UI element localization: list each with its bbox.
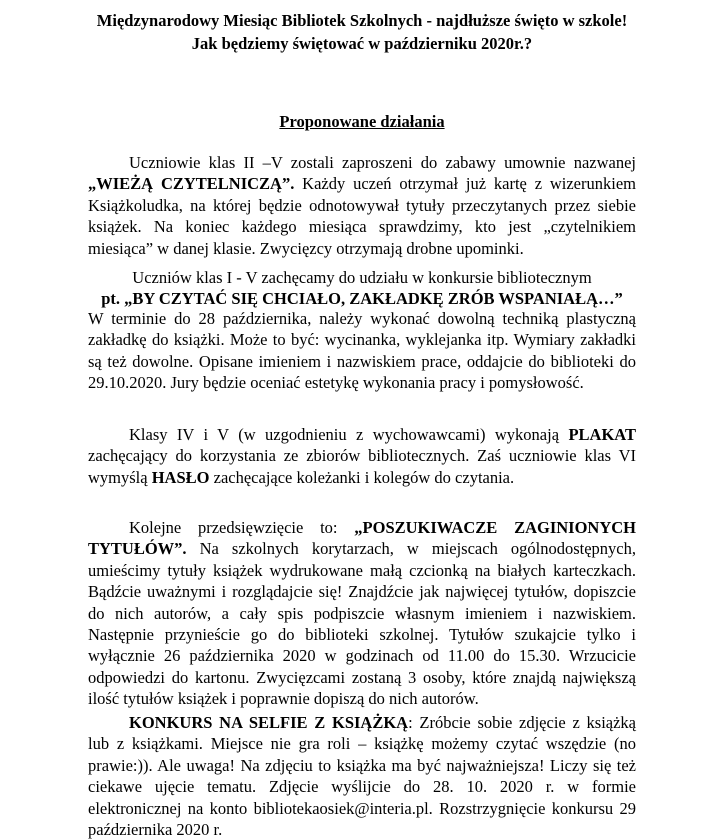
p4-bold-name: „POSZUKIWACZE ZAGINIONYCH TYTUŁÓW”. — [88, 518, 636, 559]
p3-bold-slogan: HASŁO — [151, 467, 210, 487]
document-title-line1: Międzynarodowy Miesiąc Bibliotek Szkolnych - najdłuższe święto w szkole! — [96, 11, 628, 30]
p1-text-c: Każdy uczeń otrzymał już kartę z wizerunkiem Książkoludka, na której będzie odnotowywał tytuły przeczytanych przez siebie książek. Na koniec każdego miesiąca sprawdzimy, kto jest „czytelnikiem miesiąca” w danej klasie. Zwycięzcy otrzymają drobne upominki. — [88, 174, 636, 258]
p4-text-c: Na szkolnych korytarzach, w miejscach ogólnodostępnych, umieścimy tytuły książek wydrukowane małą czcionką na białych karteczkach. Bądźcie uważnymi i rozglądajcie się! Znajdźcie jak najwięcej tytułów, dopiszcie do nich autorów, a cały spis podpiszcie własnym imieniem i nazwiskiem. Następnie przynieście go do biblioteki szkolnej. Tytułów szukajcie tylko i wyłącznie 26 października 2020 w godzinach od 11.00 do 15.30. Wrzucicie odpowiedzi do kartonu. Zwycięzcami zostaną 3 osoby, które znajdą największą ilość tytułów książek i poprawnie dopiszą do nich autorów. — [88, 539, 636, 709]
bookmark-contest-intro: Uczniów klas I - V zachęcamy do udziału w konkursie bibliotecznym — [132, 268, 592, 287]
p3-text-a: Klasy IV i V (w uzgodnieniu z wychowawcami) wykonają — [129, 425, 569, 444]
p5-bold-name: KONKURS NA SELFIE Z KSIĄŻKĄ — [129, 713, 409, 732]
p3-text-e: zachęcające koleżanki i kolegów do czytania. — [209, 467, 515, 487]
bookmark-contest-title: pt. „BY CZYTAĆ SIĘ CHCIAŁO, ZAKŁADKĘ ZRÓB WSPANIAŁĄ…” — [101, 289, 623, 308]
p5-text-b: : Zróbcie sobie zdjęcie z książką lub z książkami. Miejsce nie gra roli – książkę możemy czytać wszędzie (no prawie:)). Ale uwaga! Na zdjęciu to książka ma być najważniejsza! Liczy się też ciekawe ujęcie tematu. Zdjęcie wyślijcie do 28. 10. 2020 r. w formie elektronicznej na konto bibliotekaosiek@interia.pl. Rozstrzygnięcie konkursu 29 października 2020 r. — [88, 713, 636, 840]
p1-text-a: Uczniowie klas II –V zostali zaproszeni do zabawy umownie nazwanej — [129, 153, 636, 172]
p1-bold-name: „WIEŻĄ CZYTELNICZĄ”. — [88, 174, 295, 194]
paragraph-reading-tower — [88, 152, 636, 259]
p3-text-c: zachęcający do korzystania ze zbiorów bibliotecznych. Zaś uczniowie klas VI wymyślą — [88, 446, 636, 487]
paragraph-poster-slogan — [88, 424, 636, 488]
p4-text-a: Kolejne przedsięwzięcie to: — [129, 518, 355, 537]
paragraph-bookmark-contest: W terminie do 28 października, należy wykonać dowolną techniką plastyczną zakładkę do książki. Może to być: wycinanka, wyklejanka itp. Wymiary zakładki są też dowolne. Opisane imieniem i nazwiskiem prace, oddajcie do biblioteki do 29.10.2020. Jury będzie oceniać estetykę wykonania pracy i pomysłowość. — [88, 309, 636, 393]
p3-bold-poster: PLAKAT — [568, 425, 636, 444]
document-title-line2: Jak będziemy świętować w październiku 2020r.? — [191, 34, 533, 53]
paragraph-selfie-contest — [88, 712, 636, 840]
paragraph-lost-titles — [88, 517, 636, 710]
section-heading: Proponowane działania — [279, 112, 445, 131]
